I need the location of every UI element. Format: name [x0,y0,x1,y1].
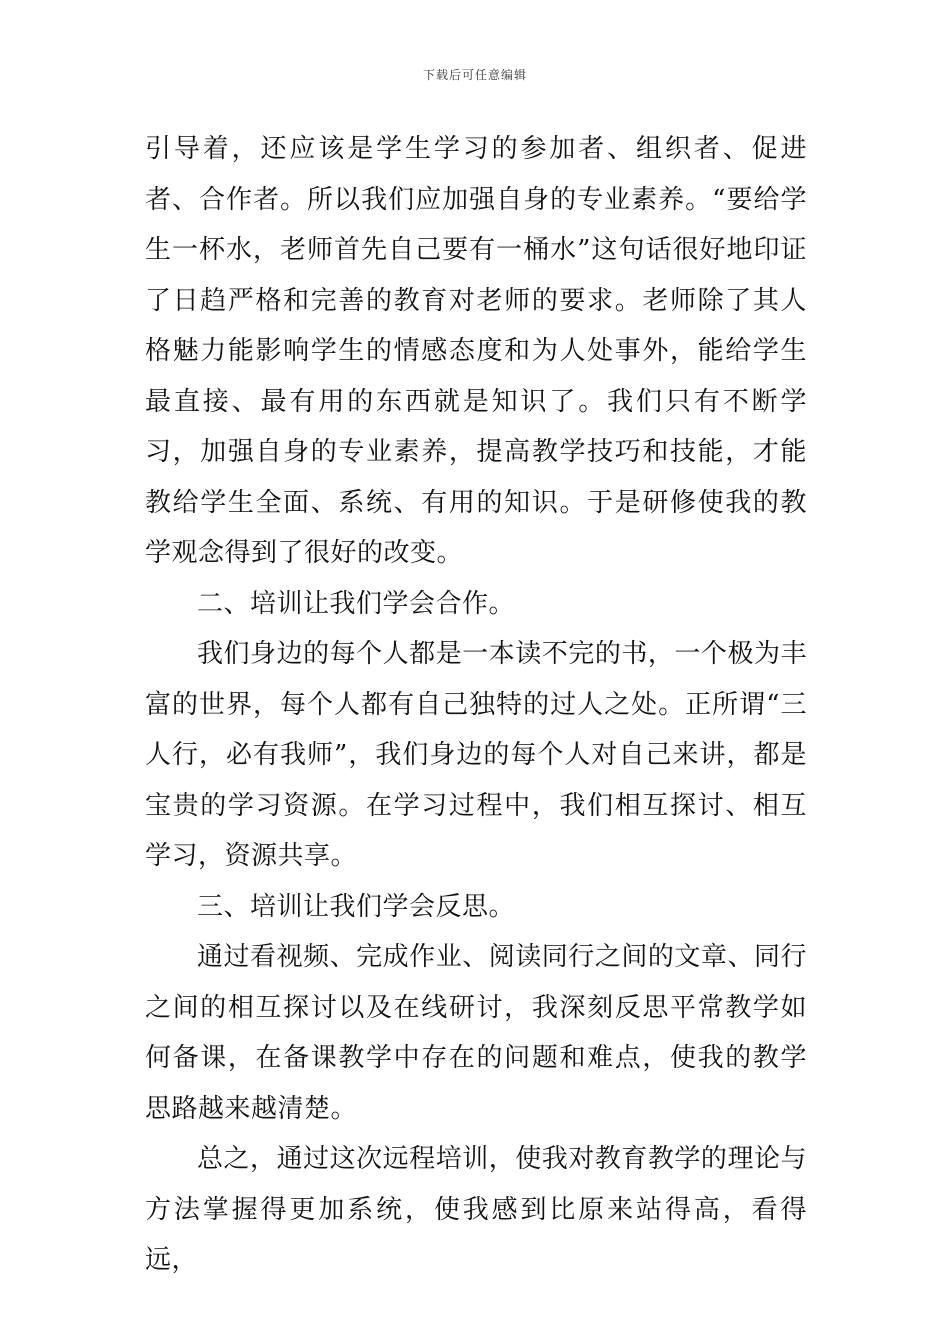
section-heading-cooperation: 二、培训让我们学会合作。 [197,588,516,619]
paragraph-continuation: 引导着，还应该是学生学习的参加者、组织者、促进者、合作者。所以我们应加强自身的专业素养。“要给学生一杯水，老师首先自己要有一桶水”这句话很好地印证了日趋严格和完善的教育对老师的要求。老师除了其人格魅力能影响学生的情感态度和为人处事外，能给学生最直接、最有用的东西就是知识了。我们只有不断学习，加强自身的专业素养，提高教学技巧和技能，才能教给学生全面、系统、有用的知识。于是研修使我的教学观念得到了很好的改变。 [145,134,807,568]
document-body [145,124,807,1286]
paragraph-cooperation: 我们身边的每个人都是一本读不完的书，一个极为丰富的世界，每个人都有自己独特的过人之处。正所谓“三人行，必有我师”，我们身边的每个人对自己来讲，都是宝贵的学习资源。在学习过程中，我们相互探讨、相互学习，资源共享。 [145,639,807,871]
paragraph-summary: 总之，通过这次远程培训，使我对教育教学的理论与方法掌握得更加系统，使我感到比原来站得高，看得远， [145,1144,807,1275]
section-heading-reflection: 三、培训让我们学会反思。 [197,891,516,922]
page-header: 下载后可任意编辑 [422,68,527,82]
paragraph-reflection: 通过看视频、完成作业、阅读同行之间的文章、同行之间的相互探讨以及在线研讨，我深刻反思平常教学如何备课，在备课教学中存在的问题和难点，使我的教学思路越来越清楚。 [145,942,807,1124]
